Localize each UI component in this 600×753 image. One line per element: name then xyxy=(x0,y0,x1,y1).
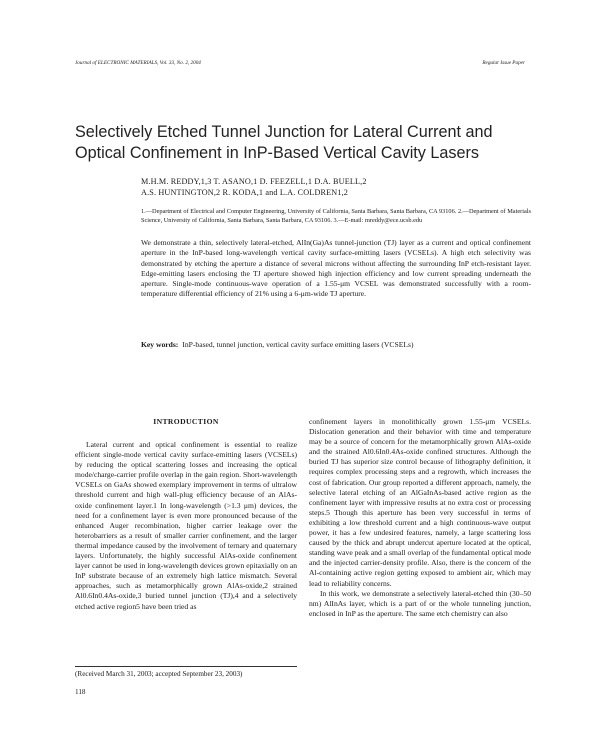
author-line-2: A.S. HUNTINGTON,2 R. KODA,1 and L.A. COLDREN1,2 xyxy=(141,188,349,197)
received-date: (Received March 31, 2003; accepted September 23, 2003) xyxy=(75,670,243,678)
left-column xyxy=(75,417,297,612)
intro-paragraph-left: Lateral current and optical confinement is essential to realize efficient single-mode vertical cavity surface-emitting lasers (VCSELs) by reducing the optical scattering losses and increasing the optical mode/charge-carrier profile overlap in the gain region. Short-wavelength VCSELs on GaAs showed exemplary improvement in terms of ultralow threshold current and high wall-plug efficiency because of an AlAs-oxide confinement layer.1 In long-wavelength (>1.3 μm) devices, the need for a confinement layer is even more pronounced because of the enhanced Auger recombination, higher carrier leakage over the heterobarriers as a result of smaller carrier confinement, and the larger thermal impedance caused by the involvement of ternary and quaternary layers. Unfortunately, the highly successful AlAs-oxide confinement layer cannot be used in long-wavelength devices grown epitaxially on an InP substrate because of an extremely high lattice mismatch. Several approaches, such as metamorphically grown AlAs-oxide,2 strained Al0.6In0.4As-oxide,3 buried tunnel junction (TJ),4 and a selectively etched active region5 have been tried as xyxy=(75,440,297,611)
keywords xyxy=(141,340,531,350)
author-line-1: M.H.M. REDDY,1,3 T. ASANO,1 D. FEEZELL,1 D.A. BUELL,2 xyxy=(141,177,367,186)
right-column xyxy=(309,417,531,619)
keywords-text: InP-based, tunnel junction, vertical cavity surface emitting lasers (VCSELs) xyxy=(182,340,414,349)
paper-title: Selectively Etched Tunnel Junction for Lateral Current and Optical Confinement in InP-Based Vertical Cavity Lasers xyxy=(75,123,493,162)
intro-paragraph-right-1: confinement layers in monolithically grown 1.55-μm VCSELs. Dislocation generation and their behavior with time and temperature may be a source of concern for the metamorphically grown AlAs-oxide and the strained Al0.6In0.4As-oxide confined structures. Although the buried TJ has superior size control because of lithography definition, it requires complex processing steps and a regrowth, which increases the cost of fabrication. Our group reported a different approach, namely, the selective lateral etching of an AlGaInAs-based active region as the confinement layer with impressive results at no extra cost or processing steps.5 Though this aperture has been very successful in terms of exhibiting a low threshold current and a high continuous-wave output power, it has a few undesired features, namely, a large scattering loss caused by the thick and abrupt undercut aperture located at the optical, standing wave peak and a small overlap of the fundamental optical mode and the injected carrier-density profile. Also, there is the concern of the Al-containing active region getting exposed to ambient air, which may lead to reliability concerns. xyxy=(309,417,531,588)
abstract: We demonstrate a thin, selectively lateral-etched, AlIn(Ga)As tunnel-junction (TJ) layer as a current and optical confinement aperture in the InP-based long-wavelength vertical cavity surface-emitting lasers (VCSELs). A high etch selectivity was demonstrated by etching the aperture a distance of several microns without affecting the surrounding InP etch-resistant layer. Edge-emitting lasers enclosing the TJ aperture showed high injection efficiency and low current spreading underneath the aperture. Single-mode continuous-wave operation of a 1.55-μm VCSEL was demonstrated successfully with a room-temperature differential efficiency of 21% using a 6-μm-wide TJ aperture. xyxy=(141,238,531,299)
author-list xyxy=(141,176,541,198)
section-heading-introduction: INTRODUCTION xyxy=(153,417,219,426)
footnote-divider xyxy=(75,666,297,667)
intro-paragraph-right-2: In this work, we demonstrate a selectively lateral-etched thin (30–50 nm) AlInAs layer, which is a part of or the whole tunneling junction, enclosed in InP as the aperture. The same etch chemistry can also xyxy=(309,588,531,618)
journal-header: Journal of ELECTRONIC MATERIALS, Vol. 33, No. 2, 2004 xyxy=(75,60,201,66)
keywords-label: Key words: xyxy=(141,340,179,349)
affiliations: 1.—Department of Electrical and Computer Engineering, University of California, Santa Barbara, Santa Barbara, CA 93106. 2.—Department of Materials Science, University of California, Santa Barbara, Santa Barbara, CA 93106. 3.—E-mail: mreddy@ece.ucsb.edu xyxy=(141,208,531,224)
section-header: Regular Issue Paper xyxy=(482,60,525,66)
page-number: 118 xyxy=(75,688,86,696)
